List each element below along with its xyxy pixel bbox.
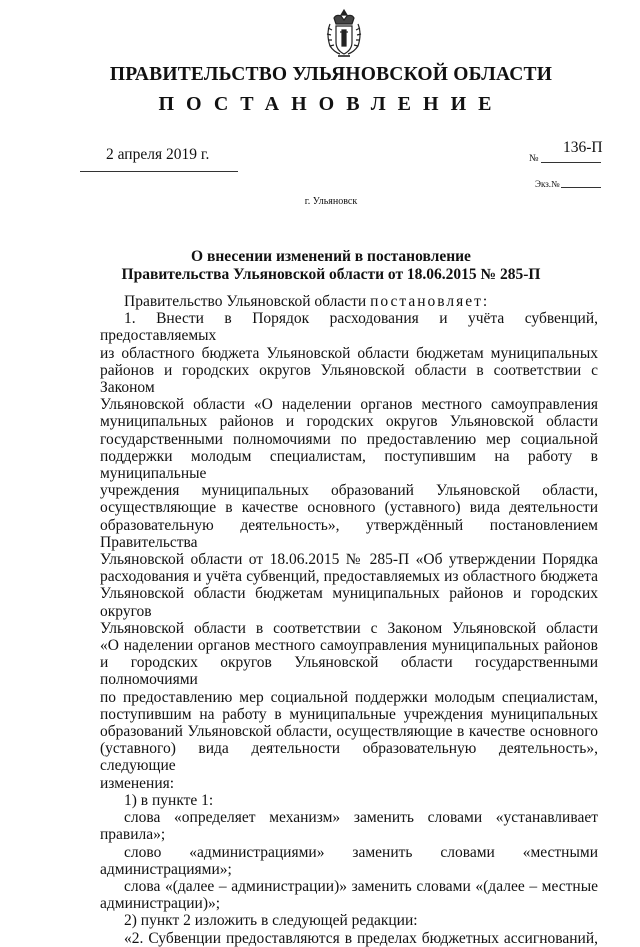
subject-line-2: Правительства Ульяновской области от 18.06.2015 № 285-П <box>121 266 541 283</box>
body-line: 1) в пункте 1: <box>124 791 214 809</box>
document-type: ПОСТАНОВЛЕНИЕ <box>158 93 504 115</box>
body-line: поступившим на работу в муниципальные учреждения муниципальных <box>100 705 598 723</box>
body-line: по предоставлению мер социальной поддержки молодым специалистам, <box>100 688 598 706</box>
body-line: государственными полномочиями по предоставлению мер социальной <box>100 430 598 448</box>
document-number: 136-П <box>563 139 603 156</box>
copy-underline <box>561 187 601 188</box>
number-underline <box>541 162 601 163</box>
body-line: Ульяновской области бюджетам муниципальных районов и городских округов <box>100 585 598 620</box>
body-line: и городских округов Ульяновской области государственными полномочиями <box>100 654 598 689</box>
body-line: расходования и учёта субвенций, предоставляемых из областного бюджета <box>100 568 598 586</box>
body-line: 1. Внести в Порядок расходования и учёта субвенций, предоставляемых <box>100 310 598 345</box>
copy-number-mark: Экз.№ <box>535 179 560 189</box>
body-line: 2) пункт 2 изложить в следующей редакции: <box>124 912 418 930</box>
body-line: муниципальных районов и городских округов Ульяновской области <box>100 413 598 431</box>
body-line: слова «определяет механизм» заменить словами «устанавливает <box>124 809 598 827</box>
document-date: 2 апреля 2019 г. <box>106 146 210 163</box>
preamble-start: Правительство Ульяновской области <box>124 293 367 310</box>
city: г. Ульяновск <box>304 196 358 207</box>
subject-line-1: О внесении изменений в постановление <box>191 248 471 265</box>
body-line: образований Ульяновской области, осуществляющие в качестве основного <box>100 723 598 741</box>
body-line: Ульяновской области от 18.06.2015 № 285-П «Об утверждении Порядка <box>100 551 598 569</box>
number-mark: № <box>529 153 539 164</box>
body-line: поддержки молодым специалистам, поступившим на работу в муниципальные <box>100 447 598 483</box>
body-line: изменения: <box>100 774 175 792</box>
preamble-verb: постановляет: <box>370 293 490 310</box>
body-line: правила»; <box>100 826 166 844</box>
document-subject <box>100 248 562 284</box>
body-line: слова «(далее – администрации)» заменить словами «(далее – местные <box>124 877 598 895</box>
body-line: «2. Субвенции предоставляются в пределах бюджетных ассигнований, <box>124 929 598 947</box>
body-line: слово «администрациями» заменить словами «местными <box>124 843 598 861</box>
body-line: администрациями»; <box>100 860 232 878</box>
body-line: Ульяновской области в соответствии с Законом Ульяновской области <box>100 619 598 637</box>
body-line: (уставного) вида деятельности образовательную деятельность», следующие <box>100 740 598 775</box>
body-line: районов и городских округов Ульяновской области в соответствии с Законом <box>100 361 598 397</box>
body-line: Ульяновской области «О наделении органов местного самоуправления <box>100 396 598 414</box>
date-underline <box>80 171 238 172</box>
coat-of-arms-icon <box>322 6 366 60</box>
preamble <box>100 293 598 310</box>
body-line: «О наделении органов местного самоуправления муниципальных районов <box>100 637 598 655</box>
body-line: из областного бюджета Ульяновской области бюджетам муниципальных <box>100 344 598 362</box>
body-line: учреждения муниципальных образований Ульяновской области, <box>100 482 598 500</box>
government-title: ПРАВИТЕЛЬСТВО УЛЬЯНОВСКОЙ ОБЛАСТИ <box>109 64 553 85</box>
body-line: администрации)»; <box>100 895 221 913</box>
body-line: осуществляющие в качестве основного (уставного) вида деятельности <box>100 499 598 517</box>
document-body <box>100 293 598 947</box>
body-line: образовательную деятельность», утверждённый постановлением Правительства <box>100 516 598 551</box>
